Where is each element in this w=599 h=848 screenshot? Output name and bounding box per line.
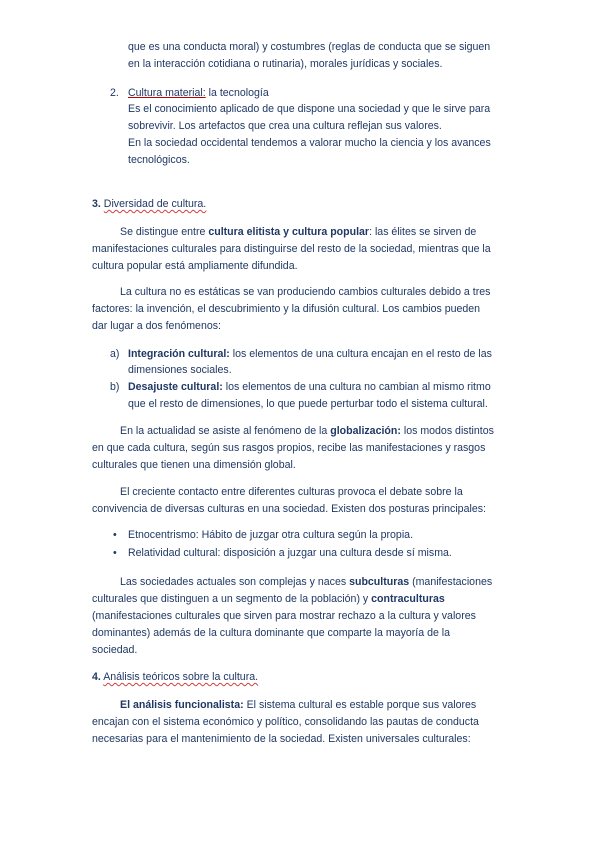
text-run: los elementos de una cultura no cambian al mismo ritmo <box>222 381 491 393</box>
subculturas-term: subculturas <box>349 576 410 588</box>
list-item-a-line-2: dimensiones sociales. <box>128 364 232 376</box>
section-4-title: Análisis teóricos sobre la cultura. <box>103 671 259 683</box>
list-item-2-line-4: tecnológicos. <box>128 154 190 166</box>
list-item-a-line-1 <box>128 346 492 363</box>
section-4-number: 4. <box>92 671 101 683</box>
section-3-title: Diversidad de cultura. <box>103 198 207 210</box>
list-item-a-marker: a) <box>110 348 120 360</box>
section-3-paragraph-1-line-2: manifestaciones culturales para distinguirse del resto de la sociedad, mientras que la <box>92 243 491 255</box>
list-item-2-heading <box>128 85 269 102</box>
section-3-paragraph-2-line-2: factores: la invención, el descubrimiento y la difusión cultural. Los cambios pueden <box>92 303 481 315</box>
text-run: : las élites se sirven de <box>369 226 477 238</box>
text-run: culturales que distinguen a un segmento de la población) y <box>92 593 372 605</box>
text-run: El sistema cultural es estable porque sus valores <box>243 699 477 711</box>
section-3-paragraph-3-line-2: en que cada cultura, según sus rasgos propios, recibe las manifestaciones y rasgos <box>92 442 486 454</box>
globalizacion-term: globalización: <box>330 425 401 437</box>
text-run: los elementos de una cultura encajan en el resto de las <box>229 348 492 360</box>
list-continuation-line-2: en la interacción cotidiana o rutinaria), morales jurídicas y sociales. <box>128 58 443 70</box>
section-3-paragraph-5-line-1 <box>120 574 492 591</box>
section-3-paragraph-4-line-1: El creciente contacto entre diferentes culturas provoca el debate sobre la <box>120 486 463 498</box>
bold-term: cultura elitista y cultura popular <box>208 226 370 238</box>
cultura-material-label: Cultura material: <box>128 87 206 99</box>
section-3-paragraph-5-line-2 <box>92 591 445 608</box>
list-item-2-line-2: sobrevivir. Los artefactos que crea una cultura reflejan sus valores. <box>128 120 442 132</box>
section-3-number: 3. <box>92 198 101 210</box>
section-3-paragraph-2-line-3: dar lugar a dos fenómenos: <box>92 320 221 332</box>
list-item-b-line-1 <box>128 379 491 396</box>
text-run: Se distingue entre <box>120 226 209 238</box>
list-item-b-line-2: que el resto de dimensiones, lo que puede perturbar todo el sistema cultural. <box>128 398 488 410</box>
desajuste-cultural-label: Desajuste cultural: <box>128 381 223 393</box>
section-3-paragraph-4-line-2: convivencia de diversas culturas en una sociedad. Existen dos posturas principales: <box>92 503 486 515</box>
section-4-paragraph-1-line-2: encajan con el sistema económico y político, consolidando las pautas de conducta <box>92 716 479 728</box>
contraculturas-term: contraculturas <box>371 593 445 605</box>
section-3-paragraph-5-line-5: sociedad. <box>92 644 138 656</box>
section-3-paragraph-3-line-1 <box>120 423 494 440</box>
text-run: (manifestaciones <box>409 576 493 588</box>
bullet-item-relatividad-cultural: Relatividad cultural: disposición a juzgar una cultura desde sí misma. <box>128 547 452 559</box>
section-3-paragraph-1-line-1 <box>120 224 476 241</box>
section-3-heading <box>92 196 206 213</box>
bullet-icon: • <box>113 529 117 541</box>
list-item-b-marker: b) <box>110 381 120 393</box>
bullet-icon: • <box>113 547 117 559</box>
cultura-material-label-rest: la tecnología <box>205 87 269 99</box>
list-item-2-line-3: En la sociedad occidental tendemos a valorar mucho la ciencia y los avances <box>128 137 491 149</box>
text-run: los modos distintos <box>400 425 494 437</box>
section-3-paragraph-3-line-3: culturales que tienen una dimensión global. <box>92 459 296 471</box>
section-4-heading <box>92 669 258 686</box>
list-continuation-line-1: que es una conducta moral) y costumbres (reglas de conducta que se siguen <box>128 41 491 53</box>
list-item-2-number: 2. <box>110 87 119 99</box>
bullet-item-etnocentrismo: Etnocentrismo: Hábito de juzgar otra cultura según la propia. <box>128 529 414 541</box>
list-item-2-line-1: Es el conocimiento aplicado de que dispone una sociedad y que le sirve para <box>128 103 491 115</box>
section-4-paragraph-1-line-1 <box>120 697 476 714</box>
section-3-paragraph-1-line-3: cultura popular está ampliamente difundida. <box>92 260 298 272</box>
integracion-cultural-label: Integración cultural: <box>128 348 230 360</box>
section-3-paragraph-5-line-4: dominantes) además de la cultura dominante que comparte la mayoría de la <box>92 627 451 639</box>
text-run: En la actualidad se asiste al fenómeno de la <box>120 425 331 437</box>
section-4-paragraph-1-line-3: necesarias para el mantenimiento de la sociedad. Existen universales culturales: <box>92 733 471 745</box>
text-run: Las sociedades actuales son complejas y naces <box>120 576 350 588</box>
section-3-paragraph-5-line-3: (manifestaciones culturales que sirven para mostrar rechazo a la cultura y valores <box>92 610 476 622</box>
section-3-paragraph-2-line-1: La cultura no es estáticas se van produciendo cambios culturales debido a tres <box>120 286 491 298</box>
analisis-funcionalista-label: El análisis funcionalista: <box>120 699 244 711</box>
